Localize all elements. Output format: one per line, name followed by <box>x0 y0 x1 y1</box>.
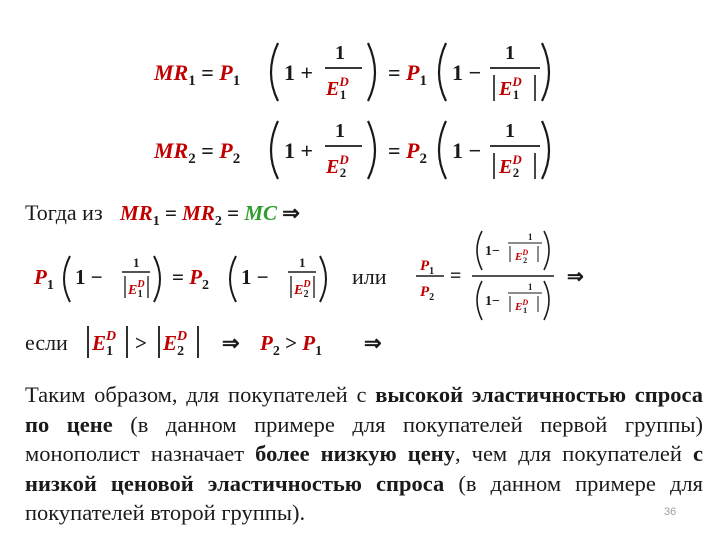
svg-text:P2 > P1: $P_2 > P_1$ <box>260 331 323 359</box>
then-from-label: Тогда из <box>25 200 103 225</box>
paragraph-text-2: (в данном примере для покупателей первой группы) монополист назначает <box>25 411 703 466</box>
svg-text:= P2: = $P_2$ <box>388 138 427 167</box>
svg-text:1: 1 <box>505 42 515 64</box>
paragraph-bold-1: высокой эластичностью спроса по цене <box>25 382 703 437</box>
svg-text:1 −: 1 − <box>452 60 482 85</box>
paragraph-text-4: (в данном примере для покупателей второй группы). <box>25 470 703 525</box>
svg-text:1 −: 1 − <box>241 265 269 289</box>
svg-text:=: = <box>450 265 462 287</box>
svg-text:ED1: $E^D$ 1 <box>92 329 117 359</box>
formula-condition <box>82 320 402 364</box>
svg-text:ED2: $E^D$ 2 <box>163 329 188 359</box>
svg-text:ED2: $E^D$ 2 <box>326 152 349 180</box>
svg-text:1−: 1− <box>485 244 500 259</box>
formula-mr2 <box>150 113 560 183</box>
svg-text:ED1: $E^D$ 1 <box>515 298 529 315</box>
svg-text:1 −: 1 − <box>75 265 103 289</box>
svg-text:1: 1 <box>335 42 345 64</box>
svg-text:1: 1 <box>335 120 345 142</box>
svg-text:= P2: = $P_2$ <box>172 265 210 293</box>
svg-text:P2: $P_2$ <box>420 284 435 303</box>
svg-text:MR2 = P2: $MR_2 = P_2$ <box>154 138 241 167</box>
paragraph-bold-2: более низкую цену <box>255 441 455 466</box>
svg-text:ED2: $E^D$ 2 <box>294 279 311 300</box>
or-label: или <box>352 264 387 289</box>
svg-text:1−: 1− <box>485 294 500 309</box>
svg-text:1: 1 <box>528 232 533 242</box>
svg-text:⇒: ⇒ <box>364 331 382 355</box>
svg-text:ED1: $E^D$ 1 <box>499 74 522 102</box>
paragraph-text-3: , чем для покупателей <box>454 441 693 466</box>
svg-text:⇒: ⇒ <box>567 266 584 288</box>
formula-prices <box>30 248 335 306</box>
svg-text:1: 1 <box>133 255 140 270</box>
svg-text:1: 1 <box>505 120 515 142</box>
svg-text:MR1 = P1: $MR_1 = P_1$ <box>154 60 241 89</box>
formula-equality <box>118 196 368 230</box>
formula-ratio <box>412 228 592 324</box>
svg-text:⇒: ⇒ <box>222 331 240 355</box>
svg-text:1: 1 <box>299 255 306 270</box>
if-label: если <box>25 330 68 355</box>
svg-text:ED2: $E^D$ 2 <box>499 152 522 180</box>
svg-text:>: > <box>135 331 147 355</box>
svg-text:1: 1 <box>528 282 533 292</box>
svg-text:1 +: 1 + <box>284 138 314 163</box>
conclusion-paragraph <box>25 380 703 528</box>
formula-mr1 <box>150 35 560 105</box>
svg-text:P1: $P_1$ <box>34 265 54 293</box>
svg-text:ED1: $E^D$ 1 <box>128 279 145 300</box>
paragraph-bold-3: с низкой ценовой эластичностью спроса <box>25 441 703 496</box>
svg-text:1 −: 1 − <box>452 138 482 163</box>
svg-text:P1: $P_1$ <box>420 258 435 277</box>
svg-text:ED1: $E^D$ 1 <box>326 74 349 102</box>
svg-text:MR1 = MR2 = MC ⇒: $MR_1 = MR_2$ = MC ⇒ <box>120 201 300 229</box>
svg-text:ED2: $E^D$ 2 <box>515 248 529 265</box>
svg-text:1 +: 1 + <box>284 60 314 85</box>
svg-text:= P1: = $P_1$ <box>388 60 427 89</box>
paragraph-text-1: Таким образом, для покупателей с <box>25 382 376 407</box>
page-number: 36 <box>664 506 677 518</box>
